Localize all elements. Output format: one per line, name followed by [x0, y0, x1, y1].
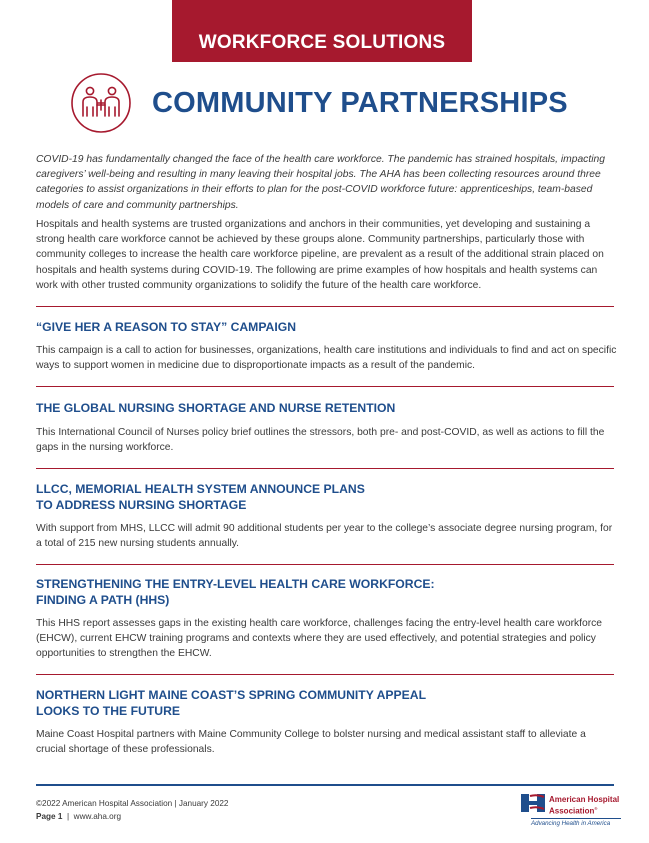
- section-heading-text: THE GLOBAL NURSING SHORTAGE AND NURSE RETENTION: [36, 401, 396, 415]
- page-number: Page 1: [36, 812, 63, 821]
- section-heading-line-2: LOOKS TO THE FUTURE: [36, 703, 180, 718]
- footer-separator: |: [66, 812, 70, 821]
- footer-divider: [36, 784, 614, 786]
- section-heading-northern-light[interactable]: [36, 688, 616, 719]
- section-heading-line-2: FINDING A PATH (HHS): [36, 592, 170, 607]
- aha-flag-icon: [521, 794, 545, 812]
- section-banner: [172, 0, 472, 62]
- community-people-icon: [70, 72, 132, 134]
- intro-paragraph: COVID-19 has fundamentally changed the face of the health care workforce. The pandemic has strained hospitals, impacting caregivers’ well-being and resulting in many leaving their hospital jobs. The AHA has been collecting resources around three categories to assist organizations in their efforts to plan for the post-COVID workforce future: apprenticeships, team-based models of care and community partnerships.: [36, 154, 605, 211]
- section-body-llcc-memorial: With support from MHS, LLCC will admit 90 additional students per year to the college’s associate degree nursing program, for a total of 215 new nursing students annually.: [36, 523, 613, 550]
- section-body-northern-light: Maine Coast Hospital partners with Maine Community College to bolster nursing and medical assistant staff to alleviate a crucial shortage of these professionals.: [36, 729, 586, 756]
- section-divider: [36, 564, 614, 565]
- section-divider: [36, 674, 614, 675]
- section-heading-llcc-memorial[interactable]: [36, 482, 616, 513]
- aha-logo: [521, 794, 621, 828]
- section-heading-global-nursing-shortage[interactable]: [36, 401, 616, 417]
- page-title: COMMUNITY PARTNERSHIPS: [152, 86, 568, 119]
- page-header: [70, 72, 568, 134]
- section-heading-entry-level-workforce[interactable]: [36, 577, 616, 608]
- aha-name-line-1: American Hospital: [549, 795, 620, 804]
- section-heading-line-1: LLCC, MEMORIAL HEALTH SYSTEM ANNOUNCE PLANS: [36, 482, 365, 496]
- section-heading-line-2: TO ADDRESS NURSING SHORTAGE: [36, 497, 247, 512]
- website-link[interactable]: www.aha.org: [73, 812, 122, 821]
- section-heading-give-her-a-reason[interactable]: [36, 320, 616, 336]
- section-divider: [36, 468, 614, 469]
- banner-label: WORKFORCE SOLUTIONS: [198, 32, 446, 53]
- section-divider: [36, 386, 614, 387]
- section-divider: [36, 306, 614, 307]
- section-heading-text: “GIVE HER A REASON TO STAY” CAMPAIGN: [36, 320, 297, 334]
- section-heading-line-1: NORTHERN LIGHT MAINE COAST’S SPRING COMMUNITY APPEAL: [36, 688, 427, 702]
- aha-name: American Hospital Association®: [549, 795, 620, 816]
- overview-paragraph: Hospitals and health systems are trusted organizations and anchors in their communities, yet developing and sustaining a strong health care workforce cannot be achieved by these groups alone. Community partnerships, particularly those with community colleges to increase the health care workforce pipeline, are prevalent as a result of the additional strain placed on hospitals and health systems during COVID-19. The following are prime examples of how hospitals and health systems can work with other trusted community organizations to solidify the future of the health care workforce.: [36, 219, 604, 291]
- section-body-give-her-a-reason: This campaign is a call to action for businesses, organizations, health care institutions and individuals to find and act on specific ways to support women in medicine due to disproportionate impacts as a result of the pandemic.: [36, 345, 617, 372]
- aha-tagline: Advancing Health in America: [531, 818, 621, 827]
- footer-copyright: ©2022 American Hospital Association | January 2022: [36, 799, 229, 808]
- section-body-entry-level-workforce: This HHS report assesses gaps in the existing health care workforce, challenges facing the entry-level health care workforce (EHCW), current EHCW training programs and contexts where they are used effectively, and potential strategies and policy opportunities to strengthen the EHCW.: [36, 618, 603, 660]
- aha-name-line-2: Association: [549, 806, 595, 816]
- footer-page-line: [36, 812, 121, 821]
- section-heading-line-1: STRENGTHENING THE ENTRY-LEVEL HEALTH CARE WORKFORCE:: [36, 577, 435, 591]
- section-body-global-nursing-shortage: This International Council of Nurses policy brief outlines the stressors, both pre- and post-COVID, as well as actions to fill the gaps in the nursing workforce.: [36, 427, 605, 454]
